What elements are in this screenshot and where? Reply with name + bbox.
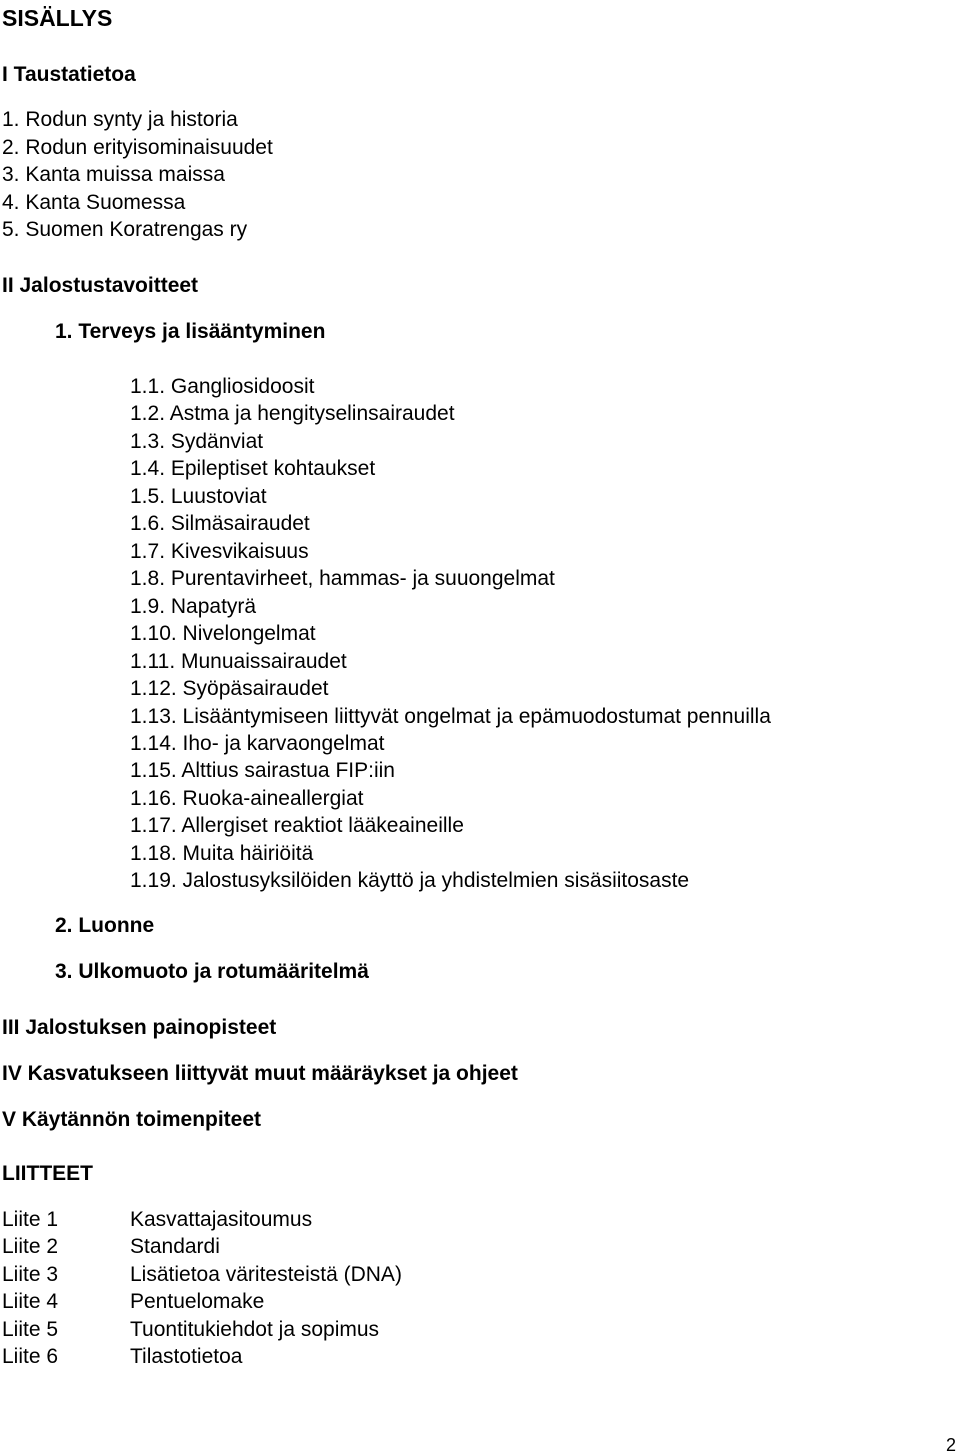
appendix-label: Liite 6 <box>2 1345 59 1368</box>
appendices-heading: LIITTEET <box>2 1162 93 1185</box>
section3-heading: 3. Ulkomuoto ja rotumääritelmä <box>55 960 369 983</box>
subsection-item: 1.11. Munuaissairaudet <box>130 650 347 673</box>
subsection-item: 1.1. Gangliosidoosit <box>130 375 315 398</box>
part1-item: 5. Suomen Koratrengas ry <box>2 218 248 241</box>
subsection-item: 1.13. Lisääntymiseen liittyvät ongelmat ja epämuodostumat pennuilla <box>130 705 771 728</box>
appendix-label: Liite 1 <box>2 1208 59 1231</box>
subsection-item: 1.16. Ruoka-aineallergiat <box>130 787 364 810</box>
appendix-label: Liite 4 <box>2 1290 59 1313</box>
part5-heading: V Käytännön toimenpiteet <box>2 1108 262 1131</box>
appendix-title: Lisätietoa väritesteistä (DNA) <box>130 1263 402 1286</box>
subsection-item: 1.17. Allergiset reaktiot lääkeaineille <box>130 814 464 837</box>
subsection-item: 1.3. Sydänviat <box>130 430 264 453</box>
subsection-item: 1.18. Muita häiriöitä <box>130 842 314 865</box>
subsection-item: 1.7. Kivesvikaisuus <box>130 540 309 563</box>
appendix-label: Liite 5 <box>2 1318 59 1341</box>
subsection-item: 1.15. Alttius sairastua FIP:iin <box>130 759 395 782</box>
subsection-item: 1.9. Napatyrä <box>130 595 257 618</box>
part2-heading: II Jalostustavoitteet <box>2 274 199 297</box>
subsection-item: 1.8. Purentavirheet, hammas- ja suuongelmat <box>130 567 555 590</box>
section1-heading: 1. Terveys ja lisääntyminen <box>55 320 326 343</box>
appendix-label: Liite 3 <box>2 1263 59 1286</box>
section2-heading: 2. Luonne <box>55 914 155 937</box>
part1-item: 3. Kanta muissa maissa <box>2 163 225 186</box>
subsection-item: 1.19. Jalostusyksilöiden käyttö ja yhdistelmien sisäsiitosaste <box>130 869 690 892</box>
appendix-title: Pentuelomake <box>130 1290 265 1313</box>
appendix-title: Standardi <box>130 1235 220 1258</box>
subsection-item: 1.5. Luustoviat <box>130 485 267 508</box>
appendix-title: Kasvattajasitoumus <box>130 1208 313 1231</box>
part4-heading: IV Kasvatukseen liittyvät muut määräykset ja ohjeet <box>2 1062 518 1085</box>
subsection-item: 1.10. Nivelongelmat <box>130 622 316 645</box>
appendix-label: Liite 2 <box>2 1235 59 1258</box>
subsection-item: 1.14. Iho- ja karvaongelmat <box>130 732 385 755</box>
appendix-title: Tuontitukiehdot ja sopimus <box>130 1318 380 1341</box>
appendix-title: Tilastotietoa <box>130 1345 243 1368</box>
subsection-item: 1.12. Syöpäsairaudet <box>130 677 329 700</box>
part1-item: 4. Kanta Suomessa <box>2 191 186 214</box>
part1-heading: I Taustatietoa <box>2 63 136 86</box>
page-title: SISÄLLYS <box>2 5 113 31</box>
part1-item: 2. Rodun erityisominaisuudet <box>2 136 273 159</box>
subsection-item: 1.4. Epileptiset kohtaukset <box>130 457 376 480</box>
subsection-item: 1.2. Astma ja hengityselinsairaudet <box>130 402 455 425</box>
page-number: 2 <box>945 1435 956 1455</box>
part1-item: 1. Rodun synty ja historia <box>2 108 238 131</box>
subsection-item: 1.6. Silmäsairaudet <box>130 512 310 535</box>
part3-heading: III Jalostuksen painopisteet <box>2 1016 277 1039</box>
